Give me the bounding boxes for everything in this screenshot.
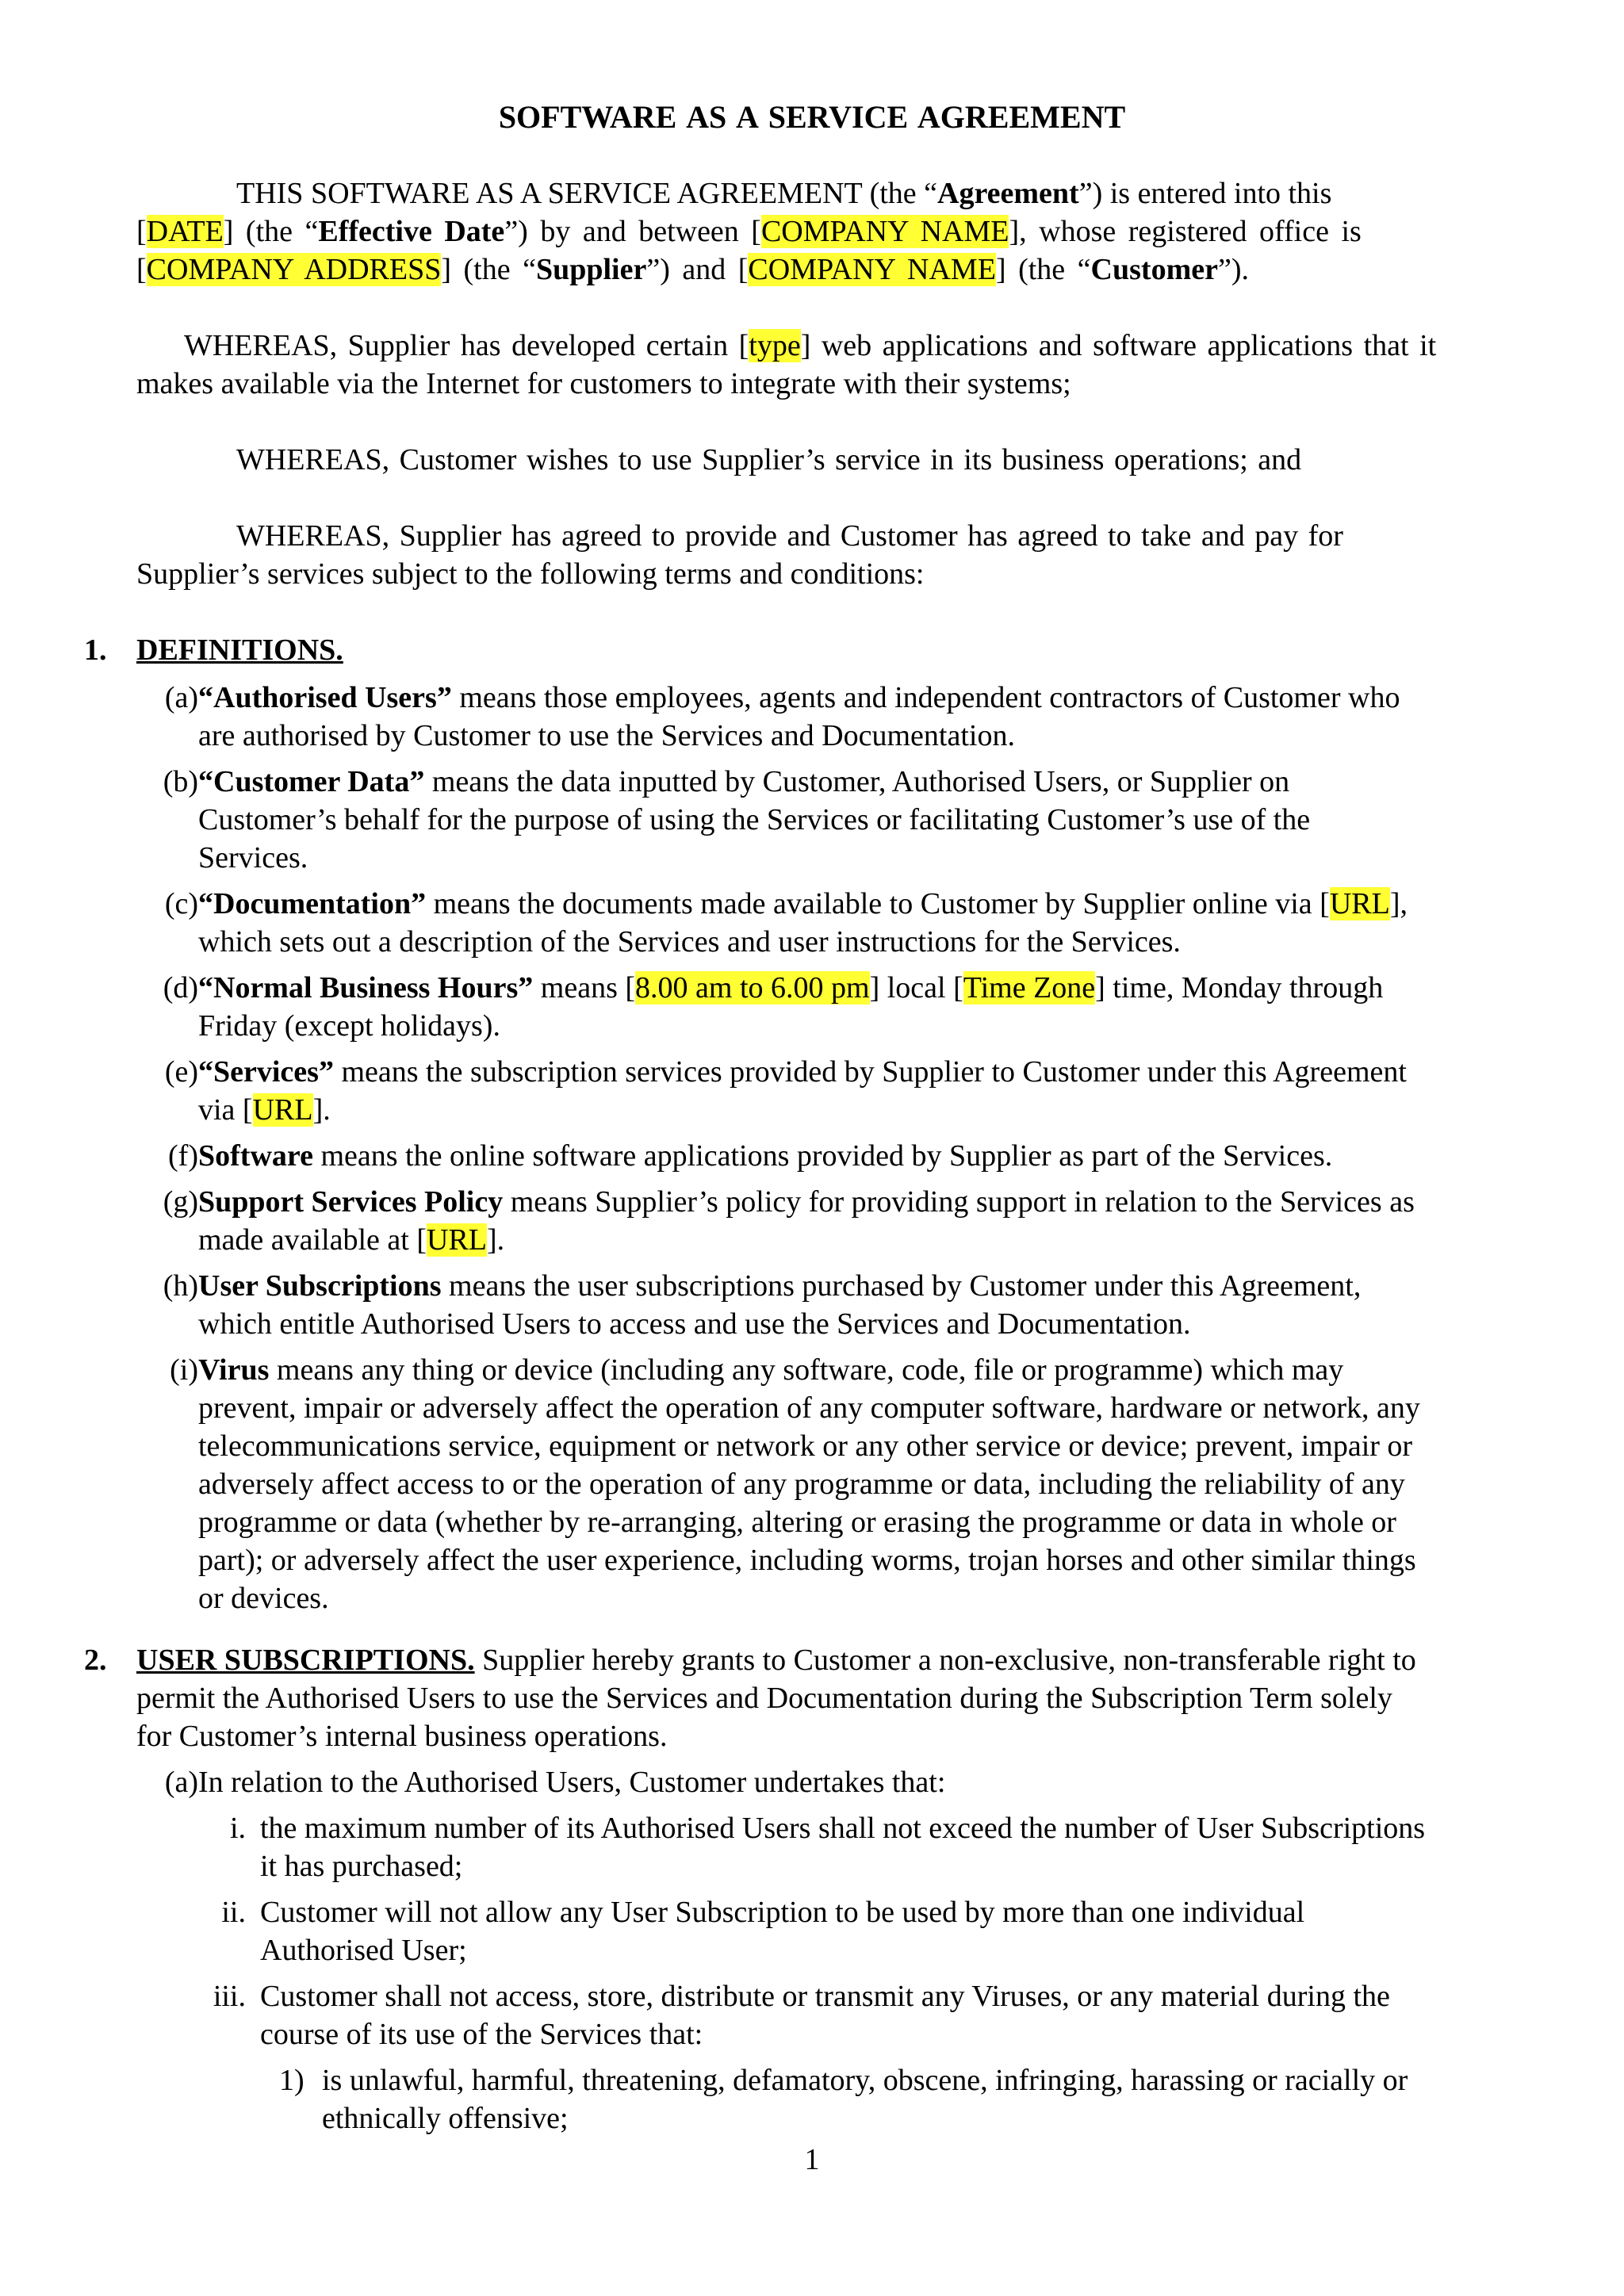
company-name-placeholder: COMPANY NAME: [760, 215, 1009, 248]
def-c-label: (c): [164, 887, 198, 920]
term: “Normal Business Hours”: [198, 971, 534, 1004]
text: THIS SOFTWARE AS A SERVICE AGREEMENT (the “: [236, 177, 938, 210]
url-placeholder: URL: [1329, 887, 1390, 920]
def-h-line-1: [198, 1267, 1361, 1305]
company-name-placeholder: COMPANY NAME: [748, 253, 996, 286]
term: “Authorised Users”: [198, 681, 452, 714]
time-zone-placeholder: Time Zone: [963, 971, 1096, 1004]
def-e-label: (e): [164, 1055, 198, 1089]
text: via [: [198, 1093, 253, 1127]
preamble-line-2: [136, 212, 1532, 251]
url-placeholder: URL: [427, 1223, 488, 1257]
def-g-label: (g): [163, 1185, 198, 1219]
term: Support Services Policy: [198, 1185, 504, 1219]
sub-i-line-2: it has purchased;: [260, 1850, 463, 1883]
term: “Customer Data”: [198, 765, 425, 798]
whereas-1-line-1: [184, 327, 1436, 365]
text: [: [136, 253, 147, 286]
type-placeholder: type: [749, 329, 801, 362]
def-g-line-1: [198, 1183, 1415, 1221]
term-supplier: Supplier: [535, 253, 647, 286]
def-d-line-1: [198, 969, 1383, 1007]
def-i-line-6: part); or adversely affect the user experience, including worms, trojan horses and other similar things: [198, 1544, 1416, 1577]
def-c-line-1: [198, 885, 1408, 923]
sub-ii-line-1: Customer will not allow any User Subscription to be used by more than one individual: [260, 1896, 1305, 1929]
def-c-line-2: which sets out a description of the Services and user instructions for the Services.: [198, 925, 1181, 959]
def-a-line-2: are authorised by Customer to use the Services and Documentation.: [198, 719, 1015, 752]
date-placeholder: DATE: [146, 215, 224, 248]
def-a-line-1: [198, 679, 1400, 717]
company-address-placeholder: COMPANY ADDRESS: [146, 253, 442, 286]
def-i-line-2: prevent, impair or adversely affect the operation of any computer software, hardware or network, any: [198, 1391, 1420, 1425]
section-2-heading: USER SUBSCRIPTIONS.: [136, 1644, 475, 1677]
def-f-line-1: [198, 1137, 1332, 1175]
def-a-label: (a): [164, 681, 198, 714]
def-b-line-1: [198, 763, 1289, 801]
text: ”) and [: [646, 253, 749, 286]
text: ] (the “: [995, 253, 1091, 286]
sub-a-label: (a): [164, 1766, 198, 1799]
term-customer: Customer: [1090, 253, 1218, 286]
document-title: SOFTWARE AS A SERVICE AGREEMENT: [498, 99, 1126, 135]
sub-iii-label: iii.: [213, 1980, 246, 2013]
term: “Documentation”: [198, 887, 427, 920]
def-h-label: (h): [163, 1269, 198, 1303]
url-placeholder: URL: [252, 1093, 313, 1127]
text: ] local [: [869, 971, 963, 1004]
section-2-number: 2.: [84, 1644, 107, 1677]
sub-i-label: i.: [229, 1812, 246, 1845]
def-b-line-2: Customer’s behalf for the purpose of using the Services or facilitating Customer’s use of the: [198, 803, 1311, 836]
whereas-3-line-2: Supplier’s services subject to the following terms and conditions:: [136, 557, 925, 591]
text: ] web applications and software applications that it: [800, 329, 1437, 362]
def-i-line-1: [198, 1351, 1343, 1389]
text: means those employees, agents and independent contractors of Customer who: [451, 681, 1400, 714]
term: Virus: [198, 1353, 270, 1387]
def-d-line-2: Friday (except holidays).: [198, 1009, 500, 1043]
section-2-line-1: [136, 1641, 1416, 1679]
section-2-line-2: permit the Authorised Users to use the Services and Documentation during the Subscription Term solely: [136, 1682, 1392, 1715]
def-e-line-2: [198, 1091, 331, 1129]
sub-iii-line-2: course of its use of the Services that:: [260, 2018, 703, 2051]
term: User Subscriptions: [198, 1269, 442, 1303]
section-1-heading: DEFINITIONS.: [136, 633, 343, 667]
term-effective-date: Effective Date: [318, 215, 505, 248]
whereas-2: WHEREAS, Customer wishes to use Supplier’s service in its business operations; and: [236, 443, 1302, 476]
text: ”) by and between [: [504, 215, 761, 248]
text: Supplier hereby grants to Customer a non-exclusive, non-transferable right to: [474, 1644, 1416, 1677]
text: means the documents made available to Customer by Supplier online via [: [426, 887, 1330, 920]
text: made available at [: [198, 1223, 427, 1257]
text: means any thing or device (including any software, code, file or programme) which may: [269, 1353, 1344, 1387]
preamble-line-1: [236, 174, 1529, 212]
def-i-line-5: programme or data (whether by re-arranging, altering or erasing the programme or data in whole or: [198, 1506, 1396, 1539]
def-e-line-1: [198, 1053, 1407, 1091]
hours-placeholder: 8.00 am to 6.00 pm: [635, 971, 870, 1004]
def-i-line-3: telecommunications service, equipment or network or any other service or device; prevent, impair or: [198, 1429, 1413, 1463]
whereas-1-line-2: makes available via the Internet for customers to integrate with their systems;: [136, 367, 1071, 400]
text: [: [136, 215, 147, 248]
text: ”).: [1217, 253, 1249, 286]
sub-1-line-2: ethnically offensive;: [322, 2102, 569, 2135]
def-i-label: (i): [170, 1353, 198, 1387]
text: ], whose registered office is: [1009, 215, 1362, 248]
text: ] (the “: [223, 215, 319, 248]
def-i-line-4: adversely affect access to or the operation of any programme or data, including the reliability of any: [198, 1468, 1405, 1501]
def-i-line-7: or devices.: [198, 1582, 329, 1615]
text: WHEREAS, Supplier has developed certain [: [184, 329, 749, 362]
text: ].: [312, 1093, 331, 1127]
def-g-line-2: [198, 1221, 504, 1259]
page-number: 1: [804, 2143, 820, 2176]
text: ].: [487, 1223, 505, 1257]
text: ] time, Monday through: [1095, 971, 1384, 1004]
sub-a-text: In relation to the Authorised Users, Customer undertakes that:: [198, 1766, 946, 1799]
text: means the subscription services provided by Supplier to Customer under this Agreement: [333, 1055, 1407, 1089]
text: means the user subscriptions purchased by Customer under this Agreement,: [441, 1269, 1362, 1303]
term: “Services”: [198, 1055, 334, 1089]
sub-i-line-1: the maximum number of its Authorised Users shall not exceed the number of User Subscriptions: [260, 1812, 1426, 1845]
whereas-3-line-1: WHEREAS, Supplier has agreed to provide and Customer has agreed to take and pay for: [236, 519, 1343, 553]
sub-1-line-1: is unlawful, harmful, threatening, defamatory, obscene, infringing, harassing or racially or: [322, 2064, 1408, 2097]
text: means [: [533, 971, 636, 1004]
text: means Supplier’s policy for providing support in relation to the Services as: [503, 1185, 1415, 1219]
text: ”) is entered into this: [1078, 177, 1332, 210]
def-b-label: (b): [163, 765, 198, 798]
preamble-line-3: [136, 251, 1532, 289]
text: ],: [1389, 887, 1408, 920]
def-d-label: (d): [163, 971, 198, 1004]
sub-iii-line-1: Customer shall not access, store, distribute or transmit any Viruses, or any material during the: [260, 1980, 1390, 2013]
term-agreement: Agreement: [937, 177, 1079, 210]
text: ] (the “: [441, 253, 536, 286]
section-1-number: 1.: [84, 633, 107, 667]
text: means the online software applications provided by Supplier as part of the Services.: [312, 1139, 1333, 1173]
sub-ii-line-2: Authorised User;: [260, 1934, 467, 1967]
section-2-line-3: for Customer’s internal business operations.: [136, 1720, 668, 1753]
def-f-label: (f): [168, 1139, 198, 1173]
def-b-line-3: Services.: [198, 841, 308, 874]
sub-ii-label: ii.: [221, 1896, 246, 1929]
term: Software: [198, 1139, 313, 1173]
text: means the data inputted by Customer, Authorised Users, or Supplier on: [424, 765, 1290, 798]
def-h-line-2: which entitle Authorised Users to access and use the Services and Documentation.: [198, 1307, 1191, 1341]
sub-1-label: 1): [279, 2064, 304, 2097]
